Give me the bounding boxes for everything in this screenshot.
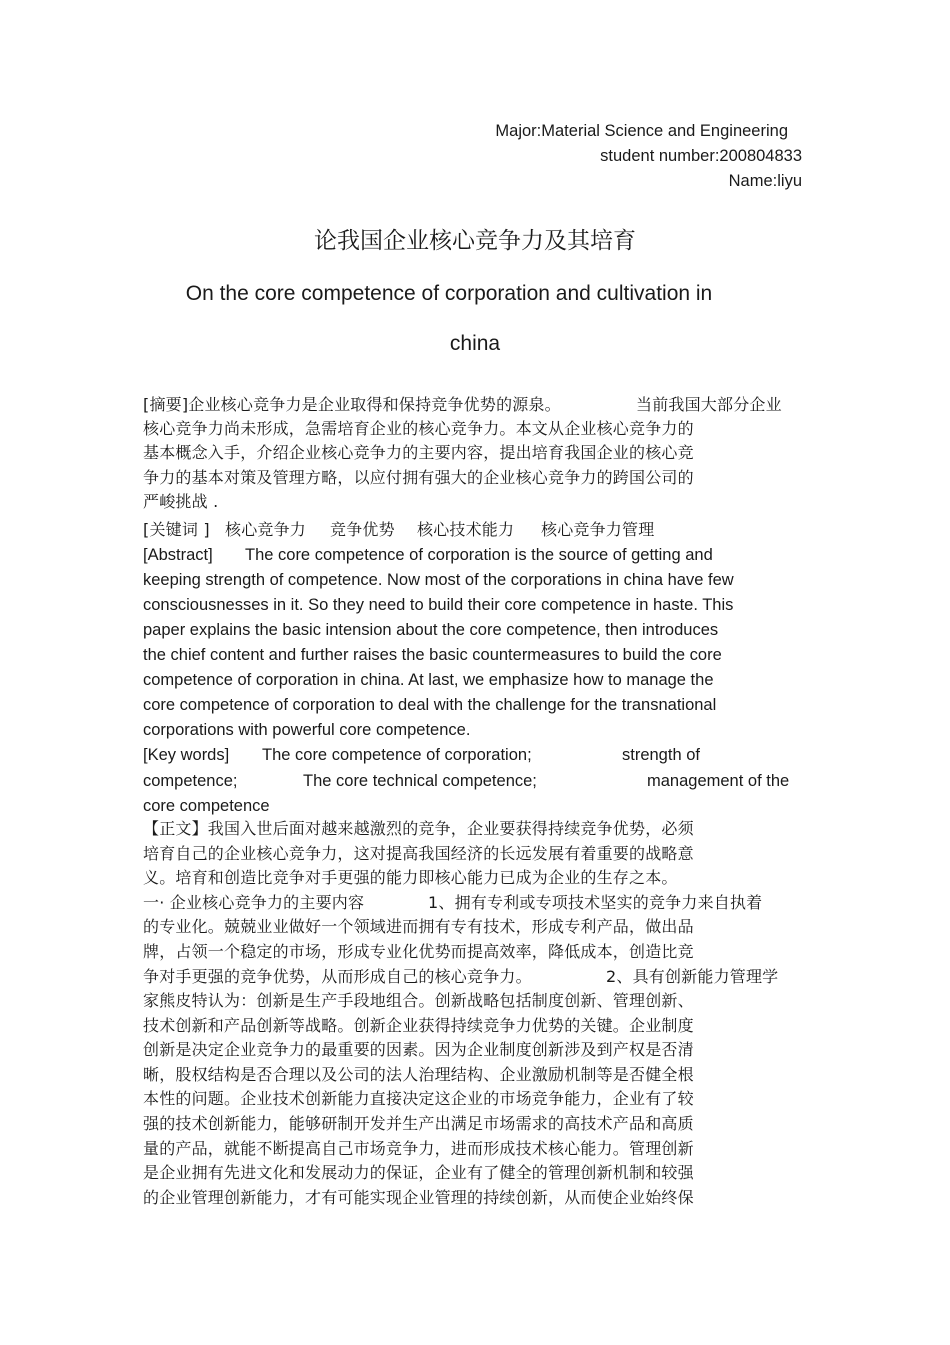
body-line: 牌，占领一个稳定的市场，形成专业化优势而提高效率，降低成本，创造比竞 xyxy=(143,942,694,961)
abstract-zh-line: 严峻挑战 . xyxy=(143,492,219,511)
header-major: Major:Material Science and Engineering xyxy=(495,122,788,140)
body-line: 的专业化。兢兢业业做好一个领域进而拥有专有技术，形成专利产品，做出品 xyxy=(143,917,694,936)
title-english-line2: china xyxy=(449,332,501,355)
keyword-zh: 核心竞争力 xyxy=(225,520,307,539)
abstract-en-label: [Abstract] xyxy=(143,546,213,564)
body-section-heading: 一· 企业核心竞争力的主要内容 xyxy=(143,893,365,912)
abstract-en-line: consciousnesses in it. So they need to build their core competence in haste. This xyxy=(143,596,734,614)
header-name: Name:liyu xyxy=(728,172,802,190)
abstract-en-line: corporations with powerful core competence. xyxy=(143,721,471,739)
keyword-en: management of the xyxy=(647,772,790,790)
body-line: 家熊皮特认为：创新是生产手段地组合。创新战略包括制度创新、管理创新、 xyxy=(143,991,694,1010)
body-line: 本性的问题。企业技术创新能力直接决定这企业的市场竞争能力，企业有了较 xyxy=(143,1089,694,1108)
title-english-line1: On the core competence of corporation and cultivation in xyxy=(185,282,713,305)
abstract-zh-line: 争力的基本对策及管理方略，以应付拥有强大的企业核心竞争力的跨国公司的 xyxy=(143,468,694,487)
keyword-zh: 核心竞争力管理 xyxy=(541,520,655,539)
body-line: 2、具有创新能力管理学 xyxy=(606,967,779,986)
abstract-zh-line: [摘要]企业核心竞争力是企业取得和保持竞争优势的源泉。 xyxy=(143,395,561,414)
body-line: 创新是决定企业竞争力的最重要的因素。因为企业制度创新涉及到产权是否清 xyxy=(143,1040,694,1059)
body-line: 义。培育和创造比竞争对手更强的能力即核心能力已成为企业的生存之本。 xyxy=(143,868,678,887)
keywords-zh-label: [关键词 ] xyxy=(143,520,210,539)
abstract-en-line: The core competence of corporation is the source of getting and xyxy=(245,546,713,564)
abstract-zh-line: 当前我国大部分企业 xyxy=(636,395,782,414)
abstract-en-line: the chief content and further raises the basic countermeasures to build the core xyxy=(143,646,722,664)
abstract-en-line: core competence of corporation to deal with the challenge for the transnational xyxy=(143,696,717,714)
body-line: 量的产品，就能不断提高自己市场竞争力，进而形成技术核心能力。管理创新 xyxy=(143,1139,694,1158)
body-line: 晰，股权结构是否合理以及公司的法人治理结构、企业激励机制等是否健全根 xyxy=(143,1065,694,1084)
body-line: 1、拥有专利或专项技术坚实的竞争力来自执着 xyxy=(428,893,763,912)
keyword-en: The core technical competence; xyxy=(303,772,537,790)
abstract-en-line: competence of corporation in china. At last, we emphasize how to manage the xyxy=(143,671,714,689)
keywords-en-label: [Key words] xyxy=(143,746,230,764)
keyword-zh: 核心技术能力 xyxy=(417,520,515,539)
keyword-en: competence; xyxy=(143,772,238,790)
abstract-en-line: keeping strength of competence. Now most of the corporations in china have few xyxy=(143,571,734,589)
keyword-en: The core competence of corporation; xyxy=(262,746,532,764)
body-line: 是企业拥有先进文化和发展动力的保证，企业有了健全的管理创新机制和较强 xyxy=(143,1163,694,1182)
body-line: 强的技术创新能力，能够研制开发并生产出满足市场需求的高技术产品和高质 xyxy=(143,1114,694,1133)
keyword-en: core competence xyxy=(143,797,270,815)
abstract-zh-line: 核心竞争力尚未形成，急需培育企业的核心竞争力。本文从企业核心竞争力的 xyxy=(143,419,694,438)
abstract-zh-line: 基本概念入手，介绍企业核心竞争力的主要内容，提出培育我国企业的核心竞 xyxy=(143,443,694,462)
keyword-zh: 竞争优势 xyxy=(330,520,395,539)
body-line: 技术创新和产品创新等战略。创新企业获得持续竞争力优势的关键。企业制度 xyxy=(143,1016,694,1035)
body-line: 的企业管理创新能力，才有可能实现企业管理的持续创新，从而使企业始终保 xyxy=(143,1188,694,1207)
keyword-en: strength of xyxy=(622,746,700,764)
body-line: 培育自己的企业核心竞争力，这对提高我国经济的长远发展有着重要的战略意 xyxy=(143,844,694,863)
body-line: 【正文】我国入世后面对越来越激烈的竞争，企业要获得持续竞争优势，必须 xyxy=(143,819,694,838)
abstract-en-line: paper explains the basic intension about the core competence, then introduces xyxy=(143,621,719,639)
header-student-number: student number:200804833 xyxy=(600,147,802,165)
body-line: 争对手更强的竞争优势，从而形成自己的核心竞争力。 xyxy=(143,967,532,986)
title-chinese: 论我国企业核心竞争力及其培育 xyxy=(314,228,636,254)
